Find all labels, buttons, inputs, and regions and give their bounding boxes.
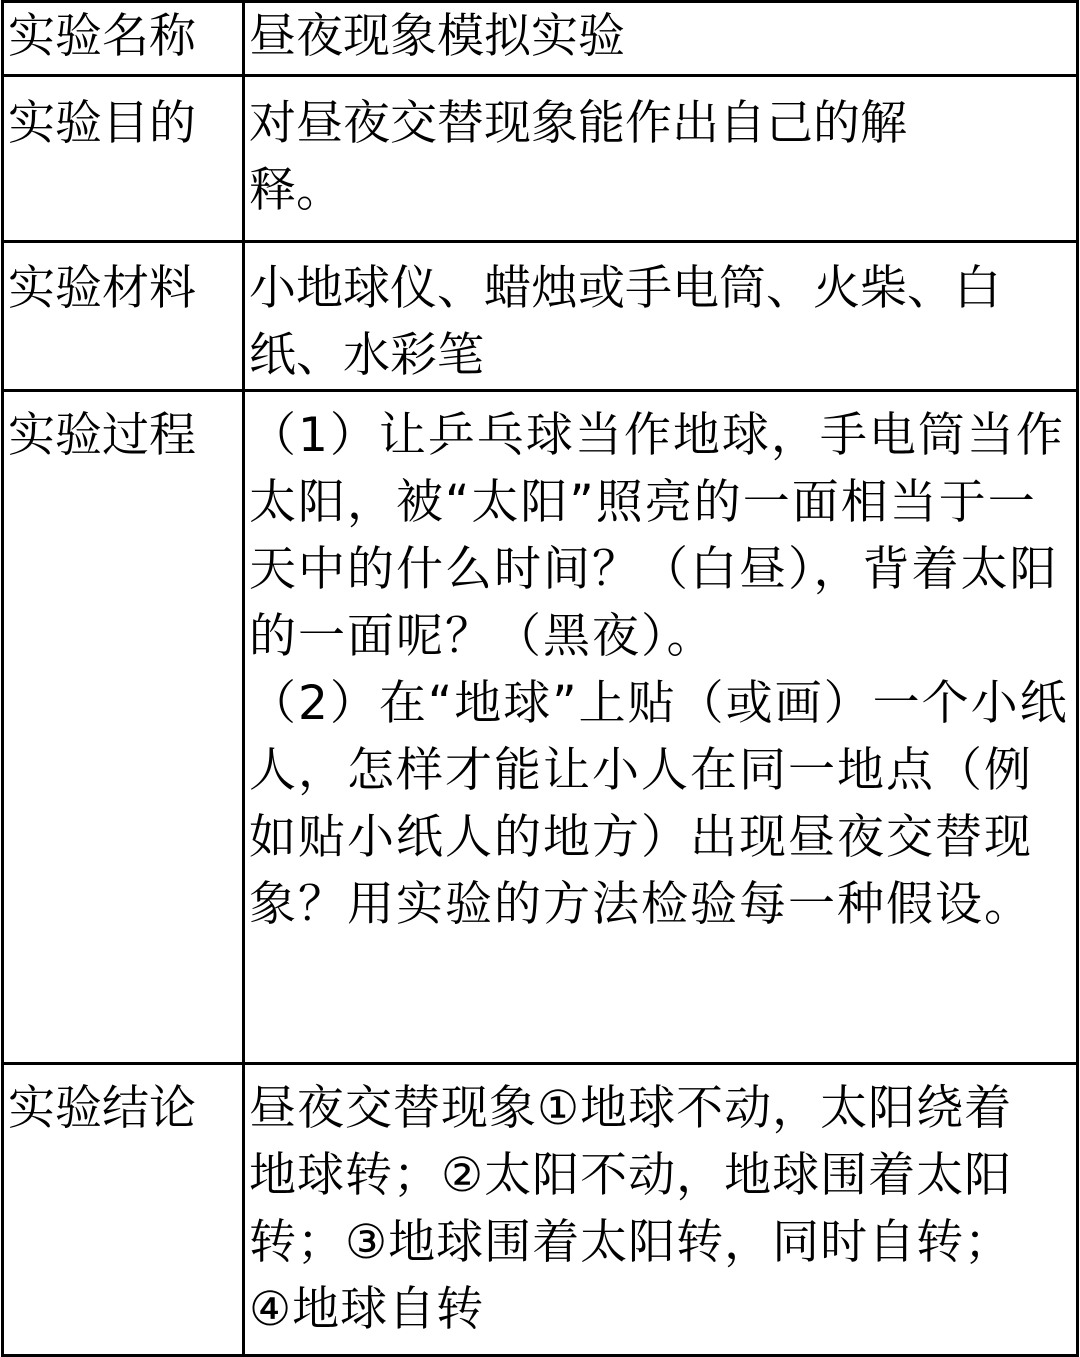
row-value-name: 昼夜现象模拟实验 (244, 2, 1078, 76)
table-row-purpose (3, 76, 1078, 242)
row-label-process: 实验过程 (3, 391, 244, 1064)
process-paragraph-2: （2）在“地球”上贴（或画）一个小纸人，怎样才能让小人在同一地点（例如贴小纸人的地方）出现昼夜交替现象？用实验的方法检验每一种假设。 (249, 676, 1069, 932)
experiment-table (1, 0, 1079, 1357)
row-label-conclusion: 实验结论 (3, 1064, 244, 1356)
row-label-materials: 实验材料 (3, 242, 244, 391)
table-row-name (3, 2, 1078, 76)
process-paragraph-1: （1）让乒乓球当作地球，手电筒当作太阳，被“太阳”照亮的一面相当于一天中的什么时间？（白昼），背着太阳的一面呢？（黑夜）。 (249, 408, 1065, 664)
row-value-conclusion: 昼夜交替现象①地球不动，太阳绕着地球转；②太阳不动，地球围着太阳转；③地球围着太阳转，同时自转；④地球自转 (244, 1064, 1078, 1356)
row-label-name: 实验名称 (3, 2, 244, 76)
row-value-process (244, 391, 1078, 1064)
table-row-process (3, 391, 1078, 1064)
row-label-purpose: 实验目的 (3, 76, 244, 242)
row-value-materials: 小地球仪、蜡烛或手电筒、火柴、白纸、水彩笔 (244, 242, 1078, 391)
row-value-purpose: 对昼夜交替现象能作出自己的解释。 (244, 76, 1078, 242)
table-row-conclusion (3, 1064, 1078, 1356)
table-row-materials (3, 242, 1078, 391)
